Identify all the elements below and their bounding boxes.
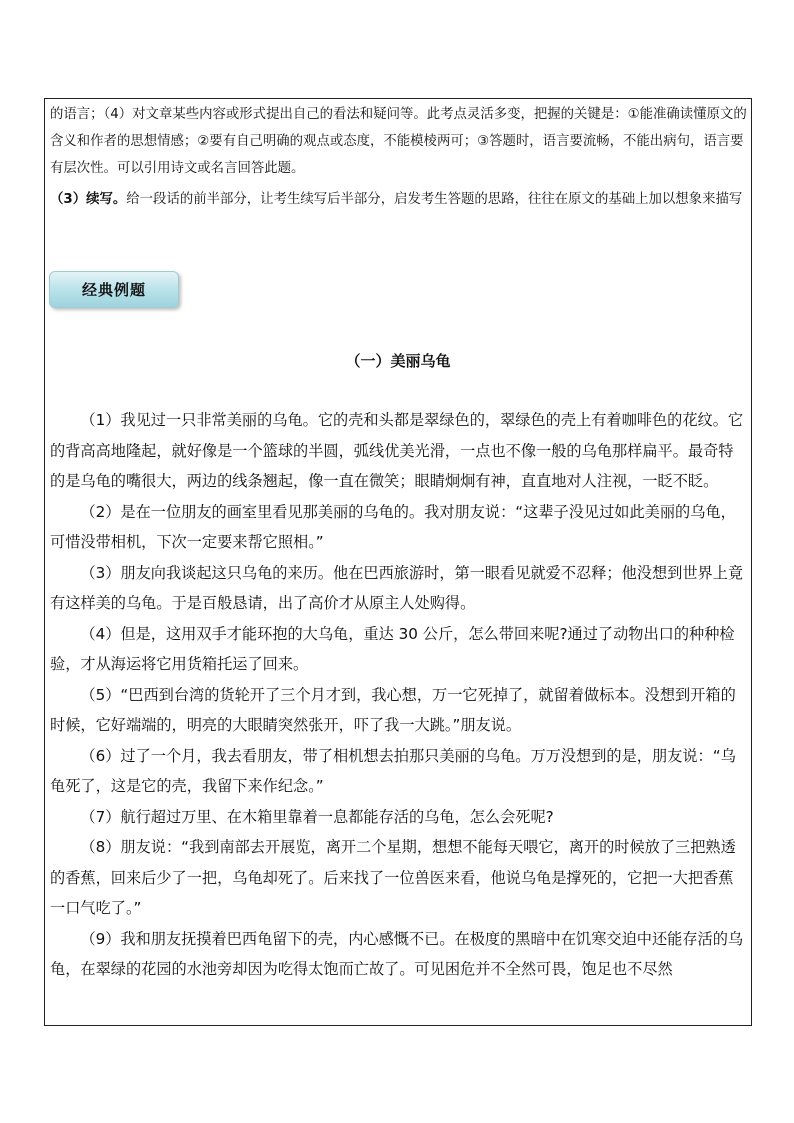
article-paragraph: （3）朋友向我谈起这只乌龟的来历。他在巴西旅游时，第一眼看见就爱不忍释；他没想到世界上竟有这样美的乌龟。于是百般恳请，出了高价才从原主人处购得。 xyxy=(50,563,744,612)
intro-continuation-paragraph xyxy=(50,186,750,213)
article-paragraph: （4）但是，这用双手才能环抱的大乌龟，重达 30 公斤，怎么带回来呢?通过了动物出口的种种检验，才从海运将它用货箱托运了回来。 xyxy=(50,624,735,673)
section-badge-label: 经典例题 xyxy=(81,281,146,299)
article-paragraph: （6）过了一个月，我去看朋友，带了相机想去拍那只美丽的乌龟。万万没想到的是，朋友说：“乌龟死了，这是它的壳，我留下来作纪念。” xyxy=(50,746,736,795)
intro-paragraph: 的语言；（4）对文章某些内容或形式提出自己的看法和疑问等。此考点灵活多变，把握的关键是：①能准确读懂原文的含义和作者的思想情感；②要有自己明确的观点或态度，不能模棱两可；③答题时，语言要流畅，不能出病句，语言要有层次性。可以引用诗文或名言回答此题。 xyxy=(50,107,747,176)
article-paragraph: （9）我和朋友抚摸着巴西龟留下的壳，内心感慨不已。在极度的黑暗中在饥寒交迫中还能存活的乌龟，在翠绿的花园的水池旁却因为吃得太饱而亡故了。可见困危并不全然可畏，饱足也不尽然 xyxy=(50,929,744,978)
article-body xyxy=(50,405,746,985)
article-paragraph: （8）朋友说：“我到南部去开展览，离开二个星期，想想不能每天喂它，离开的时候放了三把熟透的香蕉，回来后少了一把，乌龟却死了。后来找了一位兽医来看，他说乌龟是撑死的，它把一大把香蕉一口气吃了。” xyxy=(50,838,736,917)
article-paragraph: （1）我见过一只非常美丽的乌龟。它的壳和头都是翠绿色的，翠绿色的壳上有着咖啡色的花纹。它的背高高地隆起，就好像是一个篮球的半圆，弧线优美光滑，一点也不像一般的乌龟那样扁平。最奇特的是乌龟的嘴很大，两边的线条翘起，像一直在微笑；眼睛炯炯有神，直直地对人注视，一眨不眨。 xyxy=(50,411,744,490)
article-title: （一）美丽乌龟 xyxy=(345,352,451,370)
article-paragraph: （5）“巴西到台湾的货轮开了三个月才到，我心想，万一它死掉了，就留着做标本。没想到开箱的时候，它好端端的，明亮的大眼睛突然张开，吓了我一大跳。”朋友说。 xyxy=(50,685,736,734)
intro-section xyxy=(50,101,750,213)
continuation-label: （3）续写。 xyxy=(50,192,127,207)
section-badge xyxy=(49,271,179,308)
article-paragraph: （7）航行超过万里、在木箱里靠着一息都能存活的乌龟，怎么会死呢? xyxy=(80,807,554,826)
article-paragraph: （2）是在一位朋友的画室里看见那美丽的乌龟的。我对朋友说：“这辈子没见过如此美丽的乌龟，可惜没带相机，下次一定要来帮它照相。” xyxy=(50,502,736,551)
continuation-text: 给一段话的前半部分，让考生续写后半部分，启发考生答题的思路，往往在原文的基础上加以想象来描写 xyxy=(126,192,743,207)
